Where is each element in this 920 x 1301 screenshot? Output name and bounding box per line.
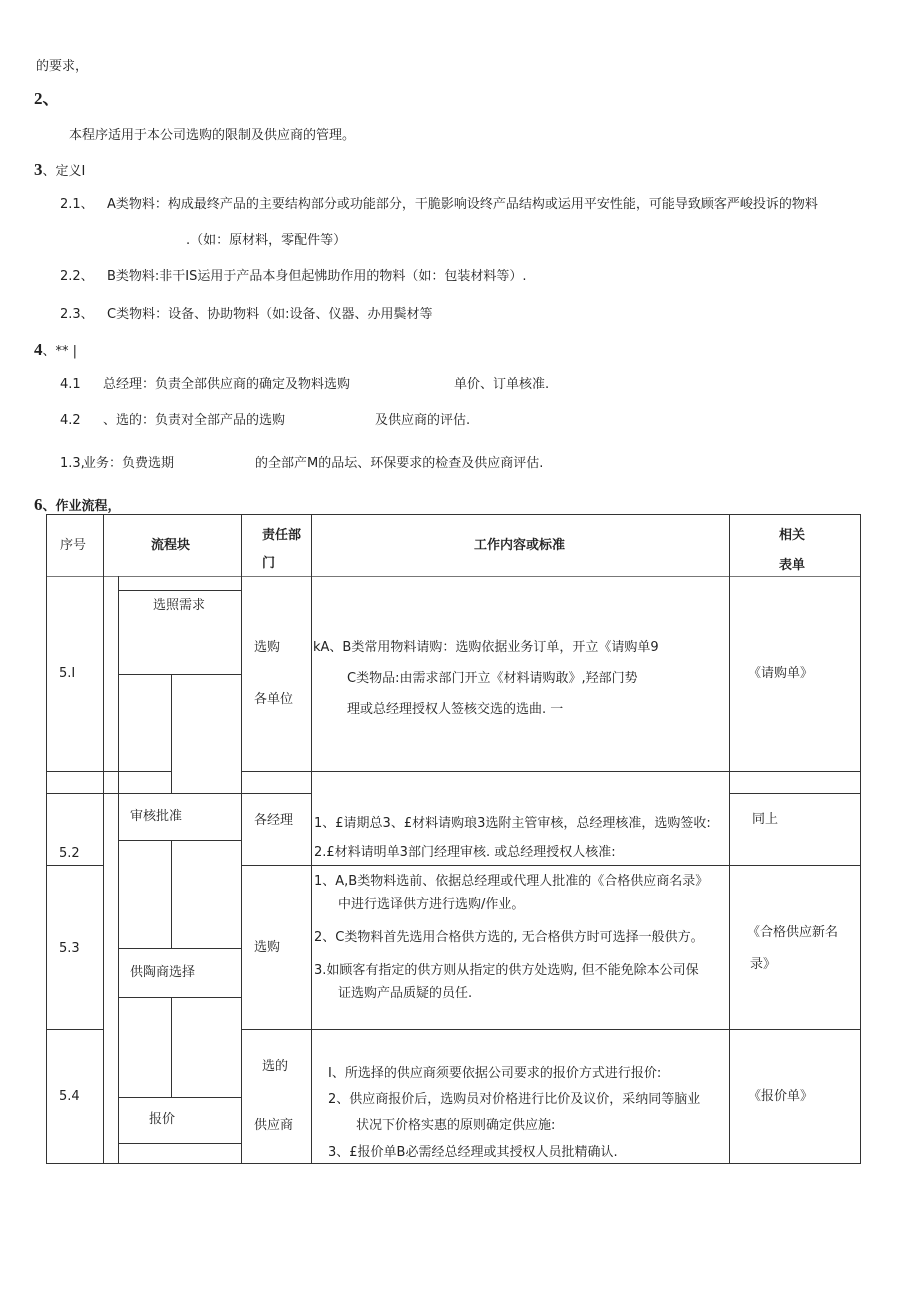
row-5-2-content-1: 1、£请期总3、£材料请购琅3选附主管审核，总经理核准，选购签收: bbox=[314, 816, 711, 831]
section-2-heading: 2、 bbox=[34, 89, 60, 108]
header-seq: 序号 bbox=[60, 538, 87, 553]
row-5-4-content-1: I、所选择的供应商须要依据公司要求的报价方式进行报价: bbox=[328, 1066, 662, 1081]
row-5-1-form: 《请购单》 bbox=[748, 666, 814, 681]
header-forms-2: 表单 bbox=[779, 558, 806, 573]
intro-tail: 的要求， bbox=[36, 59, 89, 74]
row-5-3-dept: 选购 bbox=[254, 940, 281, 955]
resp-1-3-text: 业务：负费选期 bbox=[83, 456, 175, 471]
resp-1-3-text2: 的全部产M的品坛、环保要求的检查及供应商评估. bbox=[255, 456, 544, 471]
row-5-3-seq: 5.3 bbox=[59, 941, 80, 956]
header-flow: 流程块 bbox=[151, 538, 191, 553]
row-5-1-seq: 5.I bbox=[59, 666, 76, 681]
heading-text: 、定义I bbox=[42, 164, 86, 179]
heading-text: 、作业流程， bbox=[42, 499, 121, 514]
row-5-3-form-2: 录》 bbox=[750, 957, 777, 972]
resp-4-2-text: 、选的：负责对全部产品的选购 bbox=[103, 413, 286, 428]
row-5-4-flow: 报价 bbox=[149, 1112, 176, 1127]
row-5-2-form: 同上 bbox=[752, 812, 779, 827]
row-5-1-flow: 选照需求 bbox=[153, 598, 206, 613]
row-5-1-content-1: kA、B类常用物料请购：选购依据业务订单，开立《请购单9 bbox=[313, 640, 659, 655]
def-2-1-cont: .（如：原材料，零配件等） bbox=[186, 233, 347, 248]
def-2-2-num: 2.2、 bbox=[60, 269, 94, 284]
row-5-4-seq: 5.4 bbox=[59, 1089, 80, 1104]
row-5-3-flow: 供陶商选择 bbox=[130, 965, 196, 980]
section-4-heading bbox=[34, 341, 77, 358]
header-content: 工作内容或标准 bbox=[474, 538, 566, 553]
row-5-4-content-3: 状况下价格实惠的原则确定供应施: bbox=[356, 1118, 556, 1133]
row-5-2-content-2: 2.£材料请明单3部门经理审核. 或总经理授权人核准: bbox=[314, 845, 616, 860]
section-2-body: 本程序适用于本公司选购的限制及供应商的管理。 bbox=[69, 128, 356, 143]
def-2-3-num: 2.3、 bbox=[60, 307, 94, 322]
header-forms-1: 相关 bbox=[779, 528, 806, 543]
resp-1-3-num: 1.3, bbox=[60, 456, 85, 471]
section-6-heading bbox=[34, 496, 121, 513]
row-5-1-dept-1: 选购 bbox=[254, 640, 281, 655]
row-5-3-content-2: 中进行选译供方进行选购/作业。 bbox=[338, 897, 525, 912]
row-5-3-content-4: 3.如顾客有指定的供方则从指定的供方处选购, 但不能免除本公司保 bbox=[314, 963, 699, 978]
header-dept-2: 门 bbox=[262, 556, 276, 571]
section-3-heading bbox=[34, 161, 85, 178]
row-5-4-content-4: 3、£报价单B必需经总经理或其授权人员批精确认. bbox=[328, 1145, 618, 1160]
def-2-1-text: A类物料：构成最终产品的主要结构部分或功能部分，干脆影响设终产品结构或运用平安性能，可能导致顾客严峻投诉的物料 bbox=[107, 197, 818, 212]
def-2-2-text: B类物料:非干IS运用于产品本身但起怫助作用的物料（如：包装材料等）. bbox=[107, 269, 527, 284]
heading-number: 3 bbox=[34, 160, 43, 179]
resp-4-1-num: 4.1 bbox=[60, 377, 81, 392]
resp-4-2-text2: 及供应商的评估. bbox=[375, 413, 471, 428]
row-5-3-content-1: 1、A,B类物料选前、依据总经理或代理人批准的《合格供应商名录》 bbox=[314, 874, 709, 889]
resp-4-1-text2: 单价、订单核准. bbox=[454, 377, 550, 392]
row-5-4-dept-2: 供应商 bbox=[254, 1118, 294, 1133]
def-2-1-num: 2.1、 bbox=[60, 197, 94, 212]
row-5-2-seq: 5.2 bbox=[59, 846, 80, 861]
row-5-3-content-3: 2、C类物料首先选用合格供方选的, 无合格供方时可选择一般供方。 bbox=[314, 930, 704, 945]
row-5-1-dept-2: 各单位 bbox=[254, 692, 294, 707]
row-5-1-content-3: 理或总经理授权人签核交选的选曲. 一 bbox=[347, 702, 564, 717]
row-5-2-dept: 各经理 bbox=[254, 813, 294, 828]
row-5-1-content-2: C类物品:由需求部门开立《材料请购敢》,羟部门势 bbox=[347, 671, 638, 686]
row-5-3-form-1: 《合格供应新名 bbox=[747, 925, 839, 940]
heading-text: 、** | bbox=[42, 344, 78, 359]
resp-4-1-text: 总经理：负责全部供应商的确定及物料选购 bbox=[103, 377, 351, 392]
resp-4-2-num: 4.2 bbox=[60, 413, 81, 428]
def-2-3-text: C类物料：设备、协助物料（如:设备、仪器、办用鬓材等 bbox=[107, 307, 433, 322]
heading-number: 6 bbox=[34, 495, 43, 514]
row-5-3-content-5: 证选购产品质疑的员任. bbox=[338, 986, 473, 1001]
row-5-2-flow: 审核批准 bbox=[130, 809, 183, 824]
header-dept-1: 责任部 bbox=[262, 528, 302, 543]
row-5-4-content-2: 2、供应商报价后，选购员对价格进行比价及议价，采纳同等脑业 bbox=[328, 1092, 701, 1107]
row-5-4-dept-1: 选的 bbox=[262, 1059, 289, 1074]
row-5-4-form: 《报价单》 bbox=[748, 1089, 814, 1104]
heading-number: 4 bbox=[34, 340, 43, 359]
